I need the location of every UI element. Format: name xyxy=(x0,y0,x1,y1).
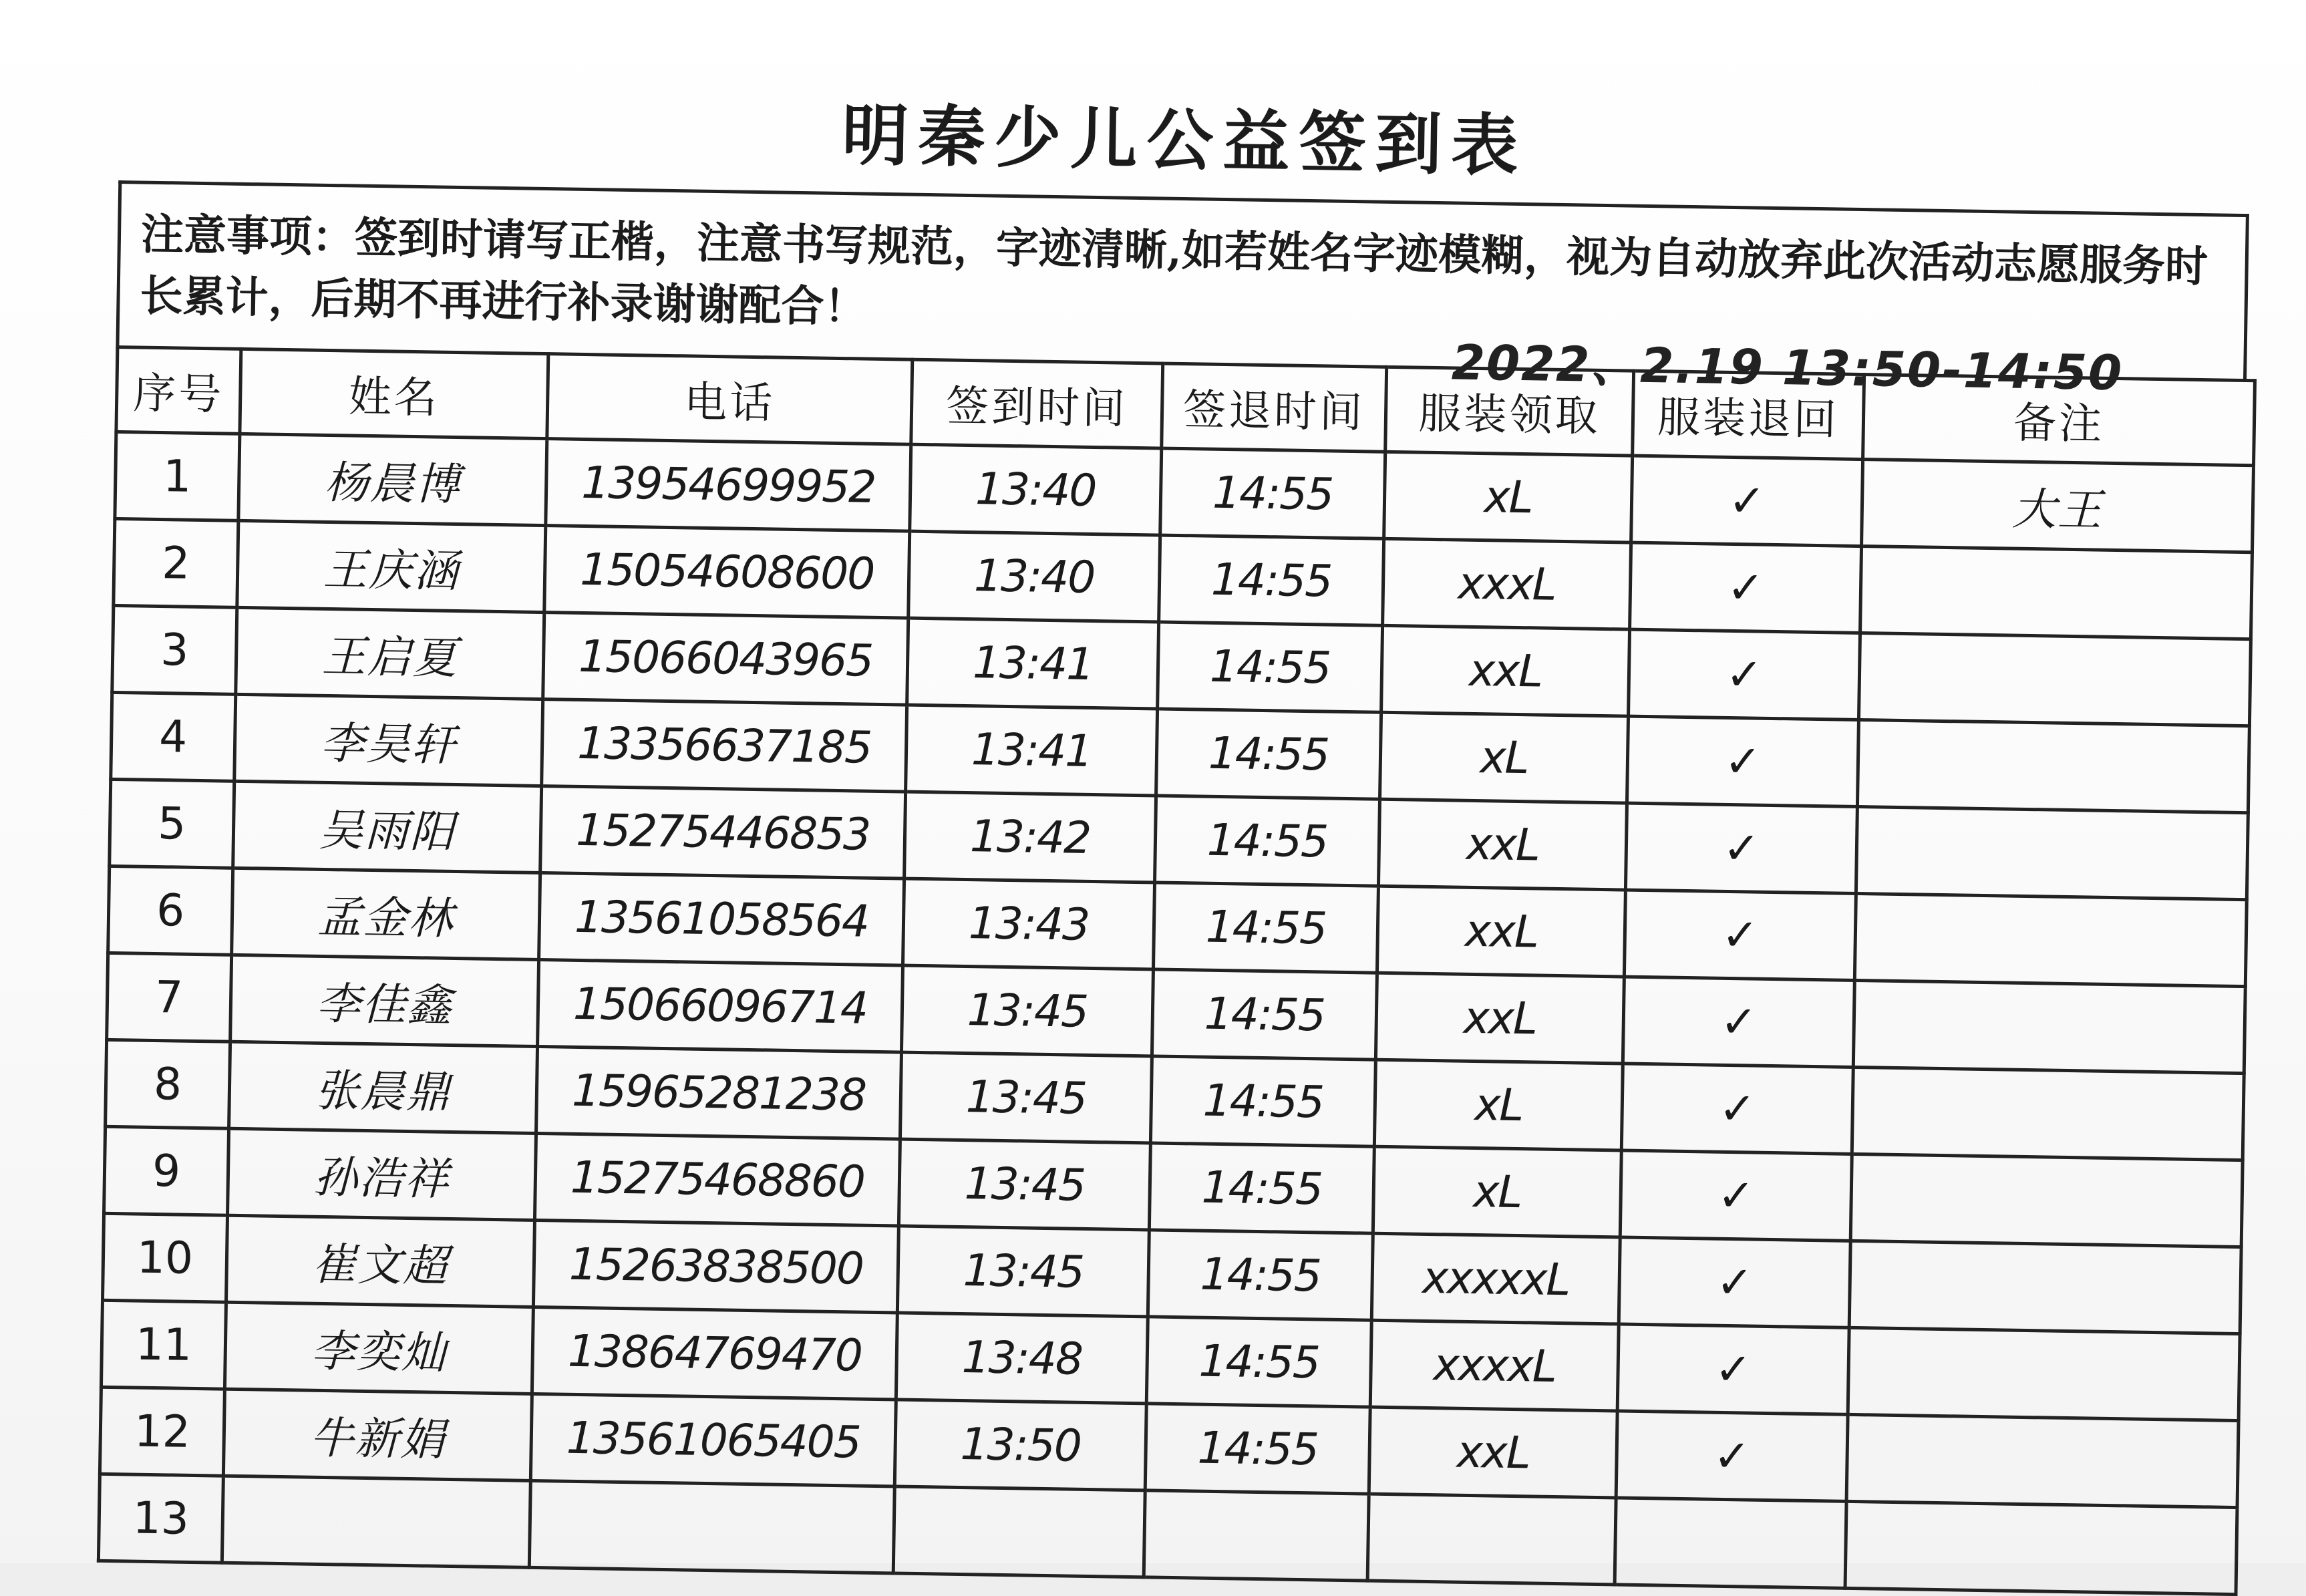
row-signout-time: 14:55 xyxy=(1159,535,1384,625)
row-number: 5 xyxy=(110,779,234,868)
row-signin-time: 13:41 xyxy=(906,705,1158,796)
row-clothing-taken: xL xyxy=(1384,452,1633,542)
row-remark xyxy=(1857,720,2249,812)
row-clothing-taken: xxxxL xyxy=(1370,1320,1619,1411)
row-signout-time: 14:55 xyxy=(1150,1056,1375,1146)
col-header-name: 姓名 xyxy=(240,349,548,438)
row-phone: 13954699952 xyxy=(546,439,911,532)
row-signout-time: 14:55 xyxy=(1146,1317,1371,1407)
row-number: 2 xyxy=(114,518,238,607)
row-clothing-returned: ✓ xyxy=(1621,1064,1853,1154)
row-number: 10 xyxy=(102,1213,227,1302)
row-signin-time: 13:48 xyxy=(896,1313,1148,1404)
row-phone: 15066096714 xyxy=(538,960,903,1053)
row-clothing-returned: ✓ xyxy=(1625,803,1857,893)
row-phone: 15965281238 xyxy=(536,1046,902,1139)
row-signin-time: 13:45 xyxy=(901,965,1153,1056)
row-name: 张晨鼎 xyxy=(229,1042,538,1133)
row-clothing-returned xyxy=(1615,1498,1846,1588)
row-phone: 15054608600 xyxy=(544,526,910,619)
row-clothing-returned: ✓ xyxy=(1627,716,1858,806)
row-name: 李佳鑫 xyxy=(230,955,539,1046)
row-phone: 13864769470 xyxy=(532,1307,897,1400)
row-remark xyxy=(1856,806,2248,899)
row-signin-time xyxy=(893,1486,1145,1577)
row-number: 4 xyxy=(111,692,236,781)
row-phone: 15263838500 xyxy=(533,1220,898,1313)
row-signin-time: 13:42 xyxy=(904,792,1156,883)
col-header-clothing-returned: 服装退回 xyxy=(1633,371,1864,459)
row-signout-time: 14:55 xyxy=(1152,969,1377,1060)
row-clothing-taken xyxy=(1367,1494,1616,1585)
row-signin-time: 13:40 xyxy=(910,444,1162,535)
row-number: 7 xyxy=(107,953,232,1042)
row-signout-time: 14:55 xyxy=(1160,448,1385,538)
col-header-signin-time: 签到时间 xyxy=(911,359,1163,448)
row-number: 8 xyxy=(106,1040,230,1128)
row-remark: 大王 xyxy=(1862,460,2254,552)
notice-text: 注意事项：签到时请写正楷，注意书写规范，字迹清晰,如若姓名字迹模糊，视为自动放弃此次活动志愿服务时长累计，后期不再进行补录谢谢配合！ xyxy=(140,209,2208,333)
row-signout-time: 14:55 xyxy=(1156,709,1381,799)
row-signout-time xyxy=(1144,1490,1369,1581)
row-phone: 13561058564 xyxy=(539,873,904,966)
row-name: 王启夏 xyxy=(236,607,544,699)
row-clothing-taken: xxL xyxy=(1369,1407,1617,1498)
row-clothing-returned: ✓ xyxy=(1619,1237,1850,1327)
row-number: 9 xyxy=(104,1126,229,1215)
row-clothing-taken: xL xyxy=(1373,1146,1621,1237)
row-signout-time: 14:55 xyxy=(1153,883,1378,973)
row-name: 王庆涵 xyxy=(237,520,546,612)
col-header-phone: 电话 xyxy=(547,354,913,445)
row-signin-time: 13:45 xyxy=(897,1226,1149,1317)
row-name: 李昊轩 xyxy=(234,694,543,786)
row-remark xyxy=(1845,1501,2237,1594)
row-remark xyxy=(1852,1067,2244,1160)
row-phone: 13356637185 xyxy=(542,699,907,792)
row-clothing-returned: ✓ xyxy=(1630,542,1862,633)
row-clothing-taken: xxL xyxy=(1381,625,1630,716)
row-clothing-returned: ✓ xyxy=(1629,629,1860,720)
row-number: 3 xyxy=(112,605,237,694)
signin-table xyxy=(97,345,2257,1596)
row-clothing-taken: xxL xyxy=(1375,973,1624,1064)
row-remark xyxy=(1860,546,2253,639)
row-clothing-returned: ✓ xyxy=(1616,1411,1848,1501)
row-phone: 15275468860 xyxy=(534,1133,900,1226)
row-name: 牛新娟 xyxy=(223,1389,532,1480)
row-remark xyxy=(1850,1154,2243,1247)
form-title: 明秦少儿公益签到表 xyxy=(841,95,1528,186)
row-phone xyxy=(529,1480,894,1573)
row-number: 11 xyxy=(101,1300,226,1389)
row-name: 崔文超 xyxy=(226,1215,534,1307)
row-signout-time: 14:55 xyxy=(1148,1230,1373,1320)
row-signin-time: 13:43 xyxy=(903,879,1155,969)
row-signin-time: 13:40 xyxy=(909,531,1160,622)
date-time-note: 2022、2.19 13:50-14:50 xyxy=(1451,334,2124,402)
signin-form xyxy=(97,67,2251,1596)
row-clothing-taken: xxL xyxy=(1377,886,1625,977)
row-clothing-returned: ✓ xyxy=(1617,1324,1849,1414)
row-signin-time: 13:45 xyxy=(900,1052,1152,1143)
row-clothing-returned: ✓ xyxy=(1624,890,1856,980)
col-header-clothing-taken: 服装领取 xyxy=(1385,367,1634,456)
row-signout-time: 14:55 xyxy=(1145,1404,1370,1494)
row-name: 孟金林 xyxy=(232,868,540,959)
row-number: 12 xyxy=(100,1387,224,1476)
row-clothing-returned: ✓ xyxy=(1623,977,1854,1067)
row-remark xyxy=(1853,980,2245,1073)
row-phone: 15066043965 xyxy=(543,613,909,705)
row-remark xyxy=(1858,633,2251,726)
row-clothing-taken: xL xyxy=(1374,1060,1623,1150)
col-header-number: 序号 xyxy=(116,347,241,434)
row-clothing-taken: xxL xyxy=(1378,799,1627,890)
row-remark xyxy=(1849,1241,2241,1333)
col-header-remarks: 备注 xyxy=(1863,375,2255,466)
row-clothing-returned: ✓ xyxy=(1620,1150,1852,1241)
row-name: 杨晨博 xyxy=(238,434,547,525)
row-signout-time: 14:55 xyxy=(1149,1143,1374,1233)
row-phone: 13561065405 xyxy=(530,1394,896,1486)
row-remark xyxy=(1854,893,2247,986)
row-number: 1 xyxy=(115,432,240,520)
row-phone: 15275446853 xyxy=(540,786,906,879)
row-clothing-returned: ✓ xyxy=(1631,456,1863,546)
row-signin-time: 13:45 xyxy=(898,1139,1150,1230)
row-remark xyxy=(1848,1327,2240,1420)
row-name: 吴雨阳 xyxy=(233,781,542,872)
row-number: 13 xyxy=(98,1474,223,1563)
row-signout-time: 14:55 xyxy=(1158,622,1383,712)
row-number: 6 xyxy=(108,866,233,955)
row-name: 李奕灿 xyxy=(224,1302,533,1394)
row-name: 孙浩祥 xyxy=(228,1128,536,1220)
row-clothing-taken: xL xyxy=(1380,712,1629,803)
row-name xyxy=(222,1476,530,1567)
row-signin-time: 13:50 xyxy=(894,1400,1146,1490)
row-clothing-taken: xxxL xyxy=(1383,538,1631,629)
row-signout-time: 14:55 xyxy=(1155,796,1380,886)
row-remark xyxy=(1846,1414,2239,1507)
row-signin-time: 13:41 xyxy=(907,618,1159,709)
col-header-signout-time: 签退时间 xyxy=(1162,363,1387,452)
row-clothing-taken: xxxxxL xyxy=(1371,1233,1620,1324)
